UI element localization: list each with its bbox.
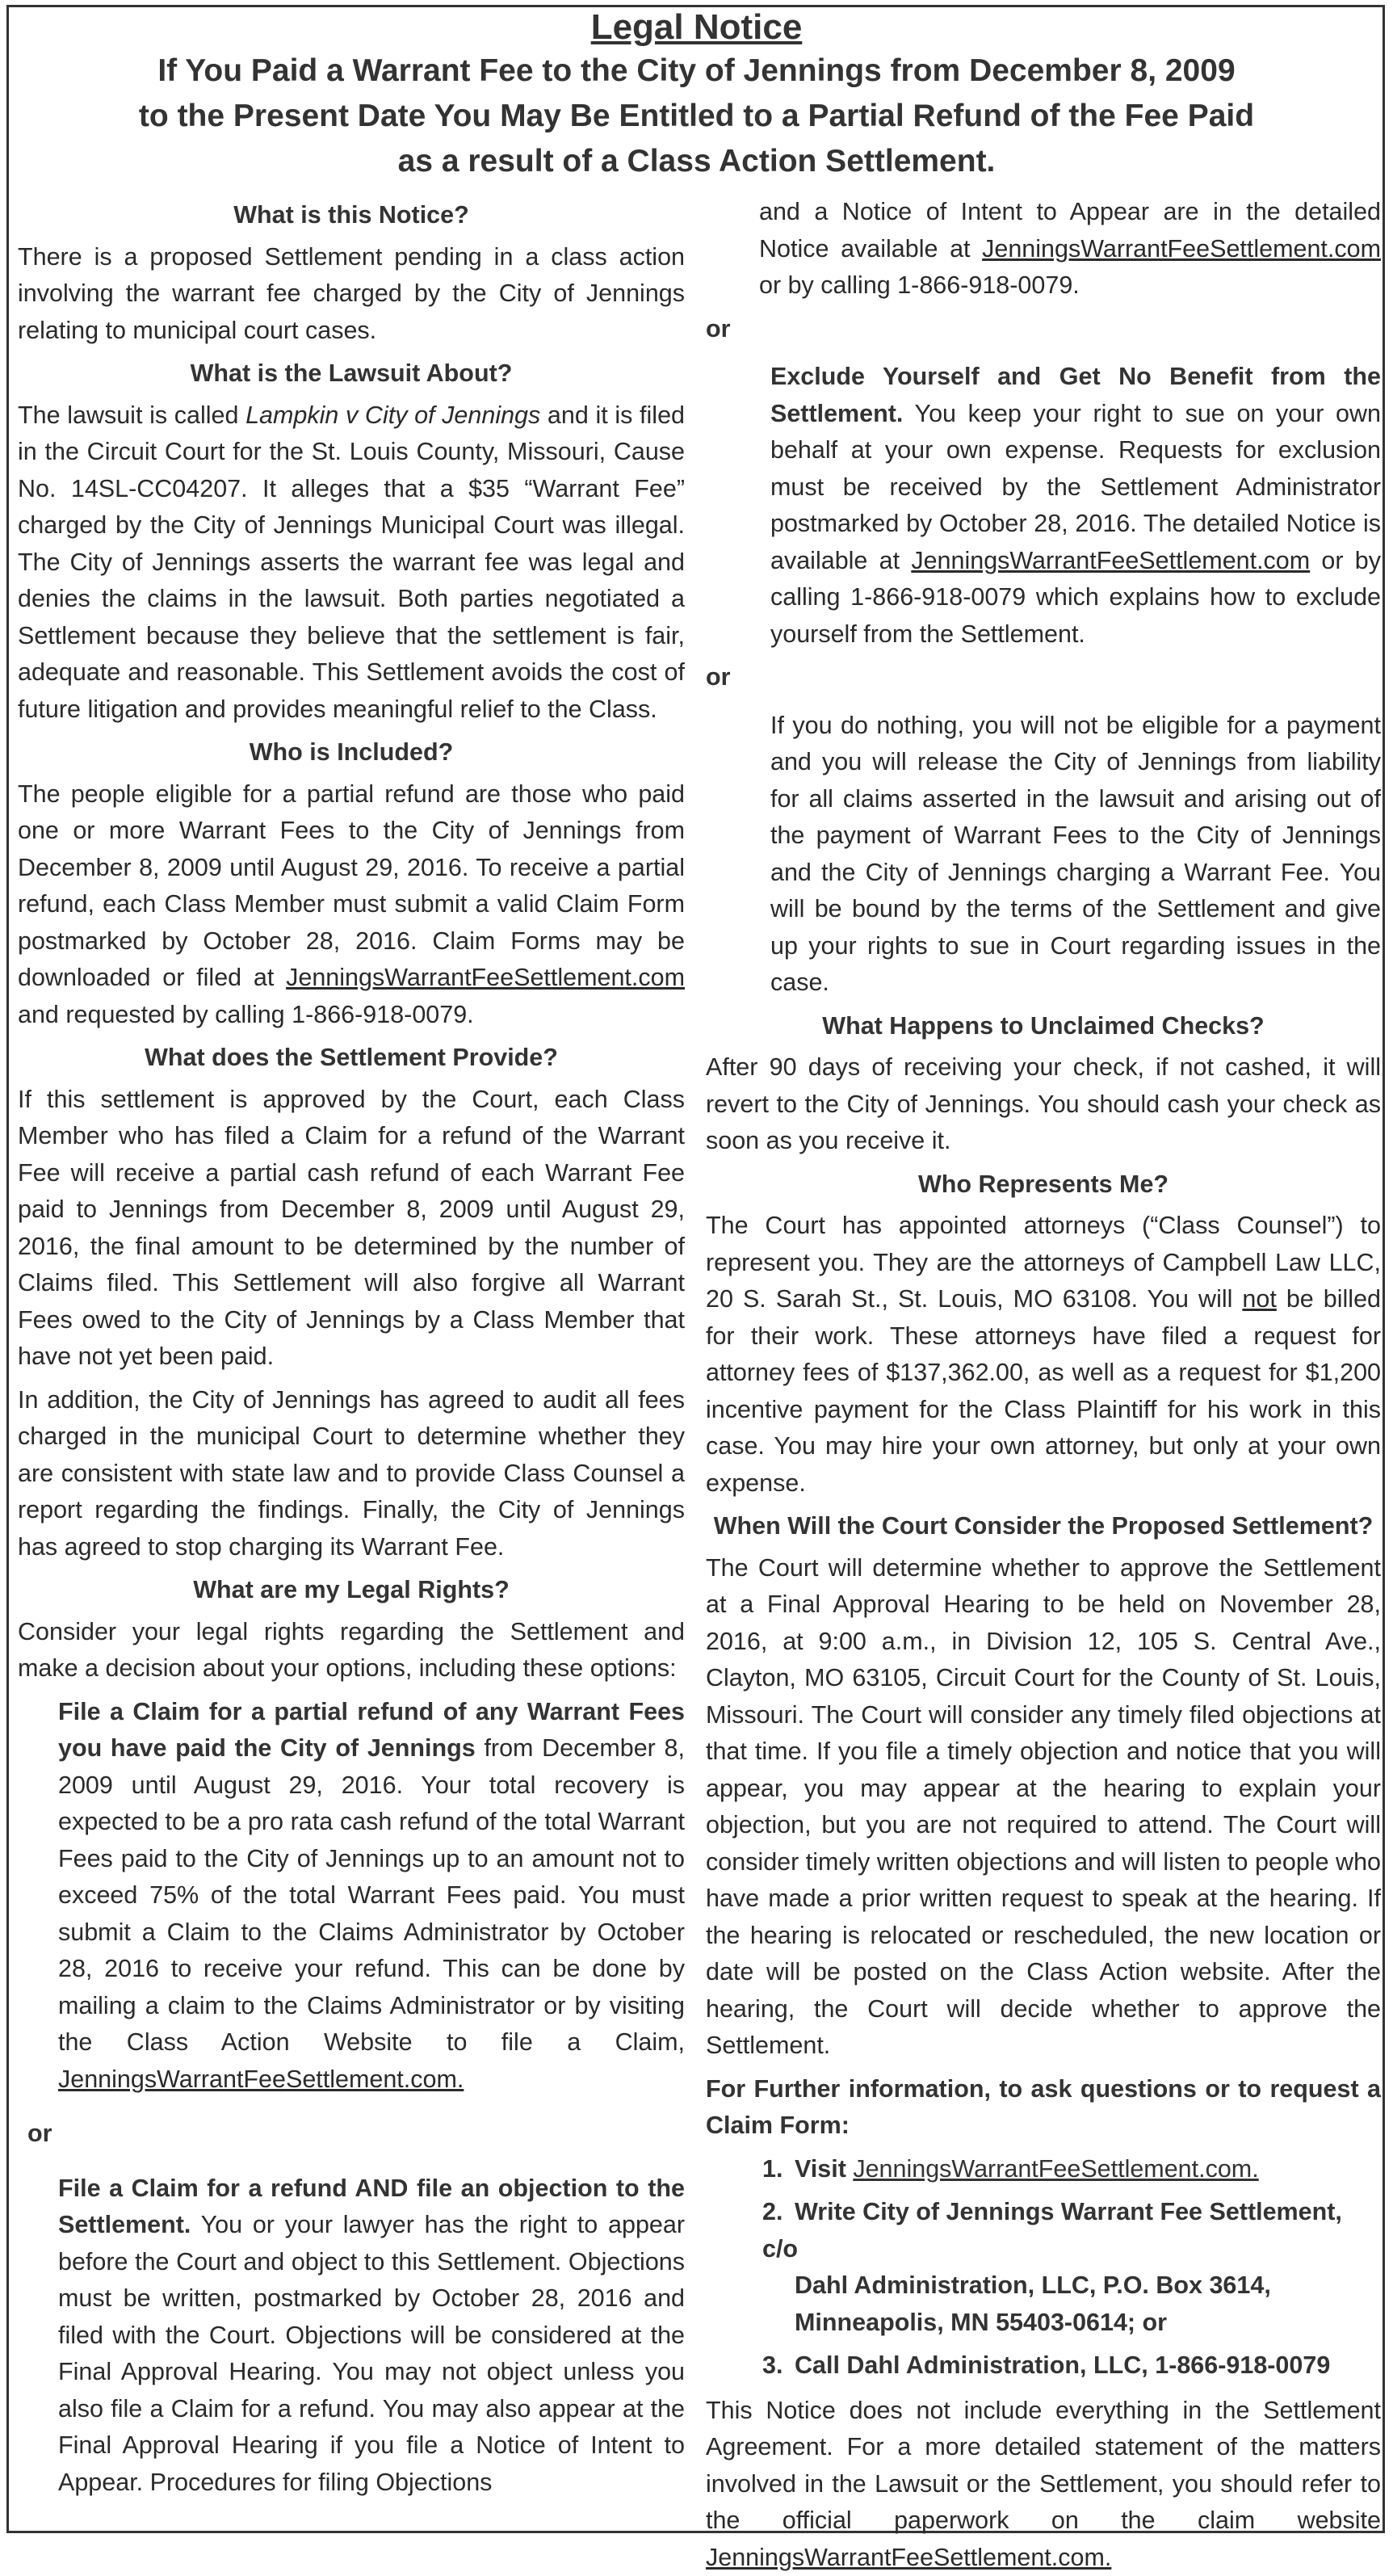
list-item bbox=[762, 2194, 1381, 2341]
paragraph-lawsuit bbox=[18, 397, 685, 729]
list-item bbox=[762, 2347, 1381, 2385]
or-separator: or bbox=[27, 2116, 685, 2153]
option-file-claim-heading: File a Claim for a partial refund of any Warrant Fees you have paid the City of Jennings bbox=[58, 1698, 685, 1763]
masthead bbox=[16, 6, 1377, 184]
list-number: 2. bbox=[762, 2194, 795, 2231]
website-link[interactable]: JenningsWarrantFeeSettlement.com bbox=[286, 964, 685, 991]
option-object bbox=[58, 2170, 685, 2502]
website-link[interactable]: JenningsWarrantFeeSettlement.com bbox=[982, 235, 1381, 263]
notice-title: Legal Notice bbox=[16, 6, 1377, 48]
list-number: 3. bbox=[762, 2347, 795, 2385]
or-separator: or bbox=[706, 311, 1381, 348]
emphasis-not: not bbox=[1242, 1285, 1276, 1313]
option-file-claim-text: from December 8, 2009 until August 29, 2016. Your total recovery is expected to be a pro rata cash refund of the total Warrant Fees paid to the City of Jennings up to an amount not to exceed 75% of the total Warrant Fees paid. You must submit a Claim to the Claims Administrator by October 28, 2016 to receive your refund. This can be done by mailing a claim to the Claims Administrator or by visiting the Class Action Website to file a Claim, bbox=[58, 1734, 685, 2056]
paragraph-unclaimed: After 90 days of receiving your check, if not cashed, it will revert to the City of Jennings. You should cash your check as soon as you receive it. bbox=[706, 1049, 1381, 1160]
paragraph-represents bbox=[706, 1208, 1381, 1502]
represents-text-a: The Court has appointed attorneys (“Class Counsel”) to represent you. They are the attorneys of Campbell Law LLC, 20 S. Sarah St., St. Louis, MO 63108. You will bbox=[706, 1212, 1381, 1313]
right-column bbox=[706, 194, 1381, 2576]
list-item-label: Write City of Jennings Warrant Fee Settlement, c/o bbox=[762, 2198, 1342, 2263]
paragraph-audit: In addition, the City of Jennings has agreed to audit all fees charged in the municipal Court to determine whether they are consistent with state law and to provide Class Counsel a report regarding the findings. Finally, the City of Jennings has agreed to stop charging its Warrant Fee. bbox=[18, 1382, 685, 1566]
or-separator: or bbox=[706, 659, 1381, 696]
option-object-heading: File a Claim for a refund AND file an objection to the Settlement. bbox=[58, 2175, 685, 2239]
list-item-label: Call Dahl Administration, LLC, 1-866-918-0079 bbox=[795, 2351, 1330, 2379]
list-item-label: Visit bbox=[795, 2155, 853, 2183]
section-heading-hearing: When Will the Court Consider the Proposed Settlement? bbox=[706, 1508, 1381, 1545]
address-line: Dahl Administration, LLC, P.O. Box 3614, bbox=[795, 2267, 1381, 2305]
website-link[interactable]: JenningsWarrantFeeSettlement.com. bbox=[58, 2065, 464, 2093]
list-number: 1. bbox=[762, 2151, 795, 2188]
paragraph-rights: Consider your legal rights regarding the Settlement and make a decision about your options, including these options: bbox=[18, 1614, 685, 1687]
option-file-claim bbox=[58, 1694, 685, 2099]
section-heading-notice: What is this Notice? bbox=[18, 197, 685, 234]
lawsuit-text-a: The lawsuit is called bbox=[18, 401, 245, 429]
paragraph-hearing: The Court will determine whether to approve the Settlement at a Final Approval Hearing to be held on November 28, 2016, at 9:00 a.m., in Division 12, 105 S. Central Ave., Clayton, MO 63105, Circuit Court for the County of St. Louis, Missouri. The Court will consider any timely filed objections at that time. If you file a timely objection and notice that you will appear, you may appear at the hearing to explain your objection, but you are not required to attend. The Court will consider timely written objections and will listen to people who have made a prior written request to speak at the hearing. If the hearing is relocated or rescheduled, the new location or date will be posted on the Class Action website. After the hearing, the Court will decide whether to approve the Settlement. bbox=[706, 1550, 1381, 2065]
headline-line-3: as a result of a Class Action Settlement. bbox=[16, 139, 1377, 184]
headline-line-2: to the Present Date You May Be Entitled to a Partial Refund of the Fee Paid bbox=[16, 94, 1377, 139]
option-exclude-text-a: You keep your right to sue on your own behalf at your own expense. Requests for exclusion must be received by the Settlement Administrator postmarked by October 28, 2016. The detailed Notice is available at bbox=[770, 400, 1381, 574]
option-do-nothing: If you do nothing, you will not be eligible for a payment and you will release the City of Jennings from liability for all claims asserted in the lawsuit and arising out of the payment of Warrant Fees to the City of Jennings and the City of Jennings charging a Warrant Fee. You will be bound by the terms of the Settlement and give up your rights to sue in Court regarding issues in the case. bbox=[770, 708, 1381, 1002]
represents-text-b: be billed for their work. These attorneys have filed a request for attorney fees of $137,362.00, as well as a request for $1,200 incentive payment for the Class Plaintiff for his work in this case. You may hire your own attorney, but only at your own expense. bbox=[706, 1285, 1381, 1497]
option-exclude-heading: Exclude Yourself and Get No Benefit from the Settlement. bbox=[770, 363, 1381, 427]
included-text-a: The people eligible for a partial refund are those who paid one or more Warrant Fees to the City of Jennings from December 8, 2009 until August 29, 2016. To receive a partial refund, each Class Member must submit a valid Claim Form postmarked by October 28, 2016. Claim Forms may be downloaded or filed at bbox=[18, 780, 685, 992]
continued-text-b: or by calling 1-866-918-0079. bbox=[759, 271, 1080, 299]
section-heading-included: Who is Included? bbox=[18, 734, 685, 771]
continued-text-a: and a Notice of Intent to Appear are in the detailed Notice available at bbox=[759, 198, 1381, 263]
option-object-text: You or your lawyer has the right to appear before the Court and object to this Settlement. Objections must be written, postmarked by October 28, 2016 and filed with the Court. Objections will be considered at the Final Approval Hearing. You may not object unless you also file a Claim for a refund. You may also appear at the Final Approval Hearing if you file a Notice of Intent to Appear. Procedures for filing Objections bbox=[58, 2211, 685, 2496]
further-info-heading: For Further information, to ask questions or to request a Claim Form: bbox=[706, 2071, 1381, 2145]
website-link[interactable]: JenningsWarrantFeeSettlement.com. bbox=[706, 2540, 1381, 2576]
address-line: Minneapolis, MN 55403-0614; or bbox=[795, 2305, 1381, 2342]
section-heading-lawsuit: What is the Lawsuit About? bbox=[18, 355, 685, 393]
option-exclude bbox=[770, 359, 1381, 653]
list-item bbox=[762, 2151, 1381, 2188]
section-heading-represents: Who Represents Me? bbox=[706, 1166, 1381, 1204]
paragraph-provide: If this settlement is approved by the Court, each Class Member who has filed a Claim for a refund of the Warrant Fee will receive a partial cash refund of each Warrant Fee paid to Jennings from December 8, 2009 until August 29, 2016, the final amount to be determined by the number of Claims filed. This Settlement will also forgive all Warrant Fees owed to the City of Jennings by a Class Member that have not yet been paid. bbox=[18, 1082, 685, 1376]
headline-line-1: If You Paid a Warrant Fee to the City of Jennings from December 8, 2009 bbox=[16, 48, 1377, 94]
website-link[interactable]: JenningsWarrantFeeSettlement.com. bbox=[853, 2155, 1258, 2183]
left-column bbox=[18, 194, 685, 2507]
website-link[interactable]: JenningsWarrantFeeSettlement.com bbox=[911, 547, 1310, 574]
contact-list bbox=[762, 2151, 1381, 2385]
lawsuit-text-b: and it is filed in the Circuit Court for the St. Louis County, Missouri, Cause No. 14SL-CC04207. It alleges that a $35 “Warrant Fee” charged by the City of Jennings Municipal Court was illegal. The City of Jennings asserts the warrant fee was legal and denies the claims in the lawsuit. Both parties negotiated a Settlement because they believe that the settlement is fair, adequate and reasonable. This Settlement avoids the cost of future litigation and provides meaningful relief to the Class. bbox=[18, 401, 685, 723]
paragraph-objection-continued bbox=[759, 194, 1381, 305]
section-heading-provide: What does the Settlement Provide? bbox=[18, 1040, 685, 1077]
paragraph-notice: There is a proposed Settlement pending in a class action involving the warrant fee charged by the City of Jennings relating to municipal court cases. bbox=[18, 239, 685, 350]
section-heading-rights: What are my Legal Rights? bbox=[18, 1572, 685, 1609]
paragraph-closing: This Notice does not include everything in the Settlement Agreement. For a more detailed statement of the matters involved in the Lawsuit or the Settlement, you should refer to the official paperwork on the claim website bbox=[706, 2393, 1381, 2540]
case-name: Lampkin v City of Jennings bbox=[245, 401, 540, 429]
paragraph-included bbox=[18, 776, 685, 1034]
section-heading-unclaimed: What Happens to Unclaimed Checks? bbox=[706, 1008, 1381, 1045]
option-exclude-text-b: or by calling 1-866-918-0079 which explains how to exclude yourself from the Settlement. bbox=[770, 547, 1381, 648]
included-text-b: and requested by calling 1-866-918-0079. bbox=[18, 1001, 474, 1028]
